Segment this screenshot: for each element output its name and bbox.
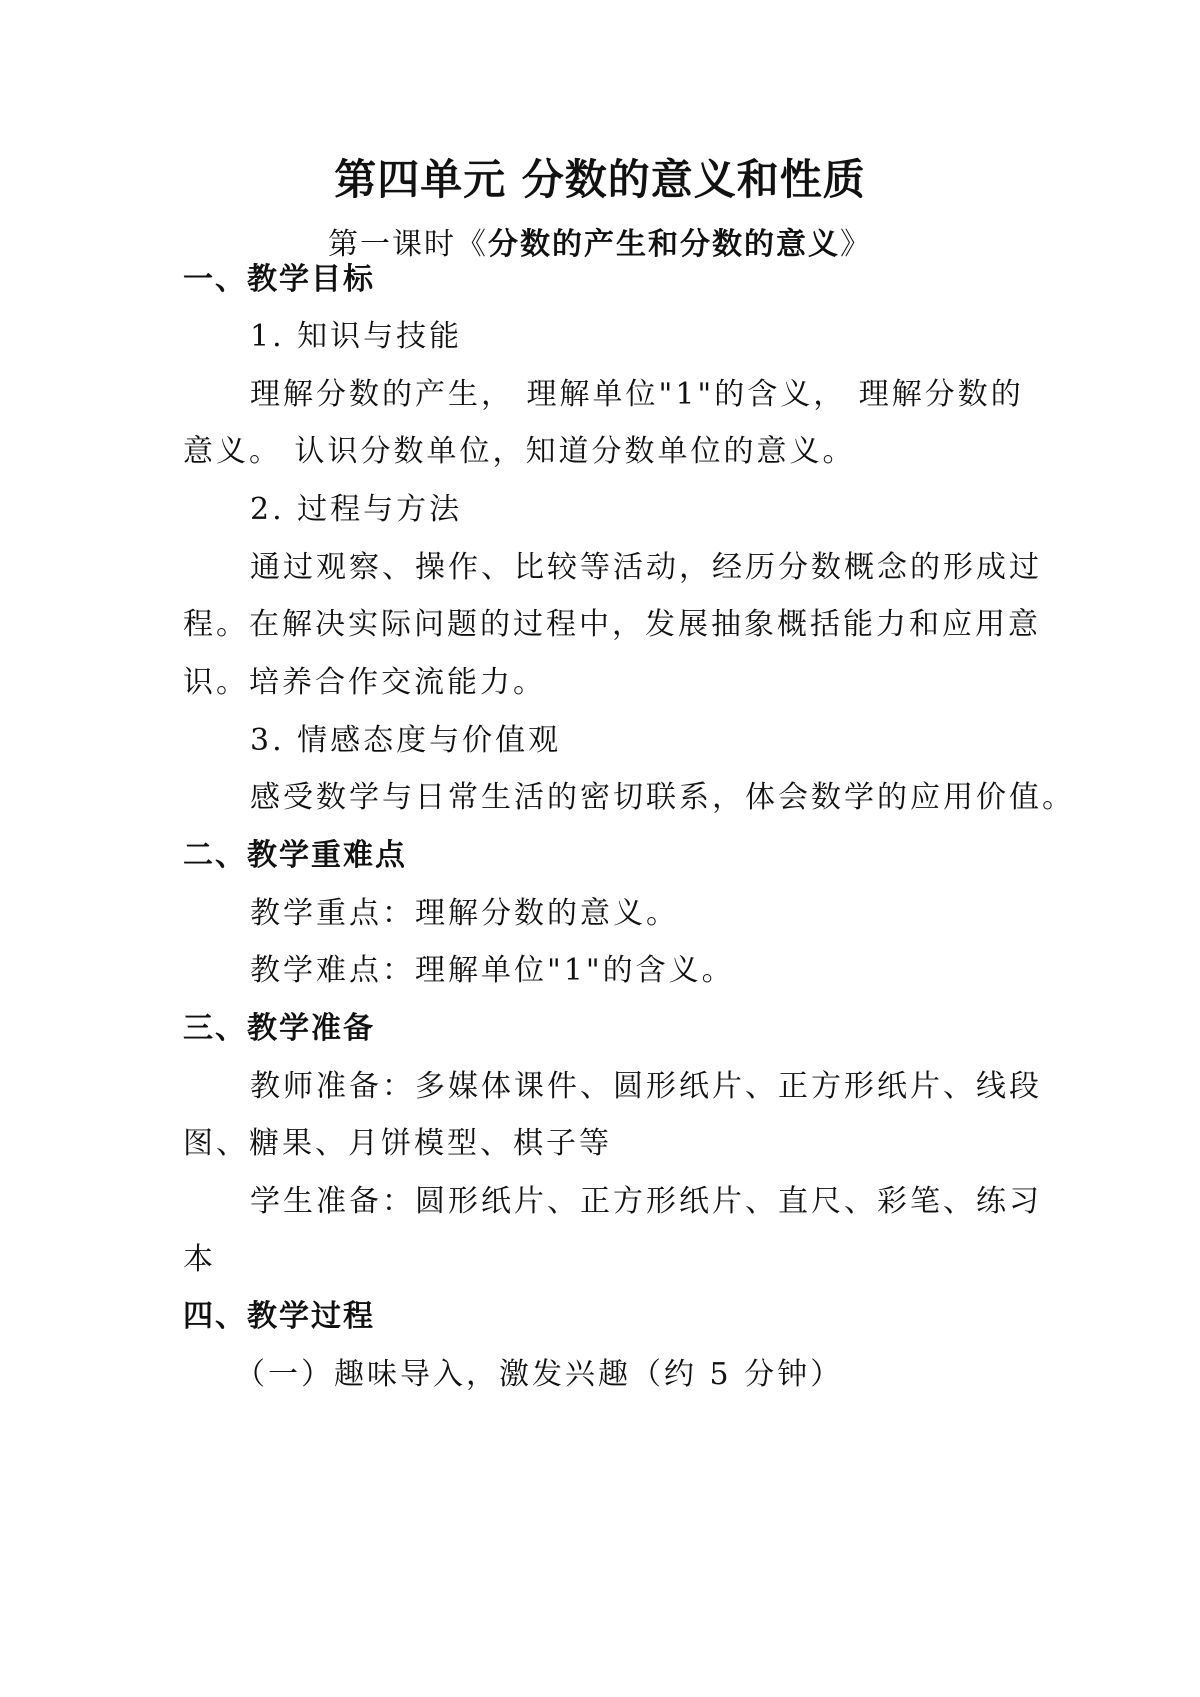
page-title: 第四单元 分数的意义和性质	[334, 155, 866, 204]
objective-2-label: 2. 过程与方法	[250, 492, 463, 527]
paragraph-line: 理解分数的产生， 理解单位"1"的含义， 理解分数的	[250, 377, 1024, 412]
difficult-point-line: 教学难点：理解单位"1"的含义。	[250, 953, 735, 988]
subtitle-prefix: 第一课时《	[328, 227, 488, 262]
paragraph-line: 本	[183, 1242, 216, 1277]
key-point-line: 教学重点：理解分数的意义。	[250, 896, 679, 931]
lesson-subtitle	[0, 225, 1200, 265]
paragraph-line: 学生准备：圆形纸片、正方形纸片、直尺、彩笔、练习	[250, 1184, 1042, 1219]
section-heading-process: 四、教学过程	[183, 1299, 375, 1334]
paragraph-line: 图、糖果、月饼模型、棋子等	[183, 1126, 612, 1161]
paragraph-line: 教师准备：多媒体课件、圆形纸片、正方形纸片、线段	[250, 1069, 1042, 1104]
objective-3-label: 3. 情感态度与价值观	[250, 723, 562, 758]
paragraph-line: 程。在解决实际问题的过程中，发展抽象概括能力和应用意	[183, 607, 1041, 642]
section-heading-objectives: 一、教学目标	[183, 262, 375, 297]
paragraph-line: 感受数学与日常生活的密切联系，体会数学的应用价值。	[250, 780, 1075, 815]
subtitle-lesson-name: 分数的产生和分数的意义	[488, 227, 840, 262]
objective-1-label: 1. 知识与技能	[250, 319, 463, 354]
paragraph-line: 识。培养合作交流能力。	[183, 665, 546, 700]
paragraph-line: 通过观察、操作、比较等活动，经历分数概念的形成过	[250, 550, 1042, 585]
process-step-1: （一）趣味导入，激发兴趣（约 5 分钟）	[235, 1357, 844, 1392]
section-heading-key-points: 二、教学重难点	[183, 838, 407, 873]
section-heading-preparation: 三、教学准备	[183, 1011, 375, 1046]
paragraph-line: 意义。 认识分数单位，知道分数单位的意义。	[183, 434, 856, 469]
subtitle-suffix: 》	[840, 227, 872, 262]
